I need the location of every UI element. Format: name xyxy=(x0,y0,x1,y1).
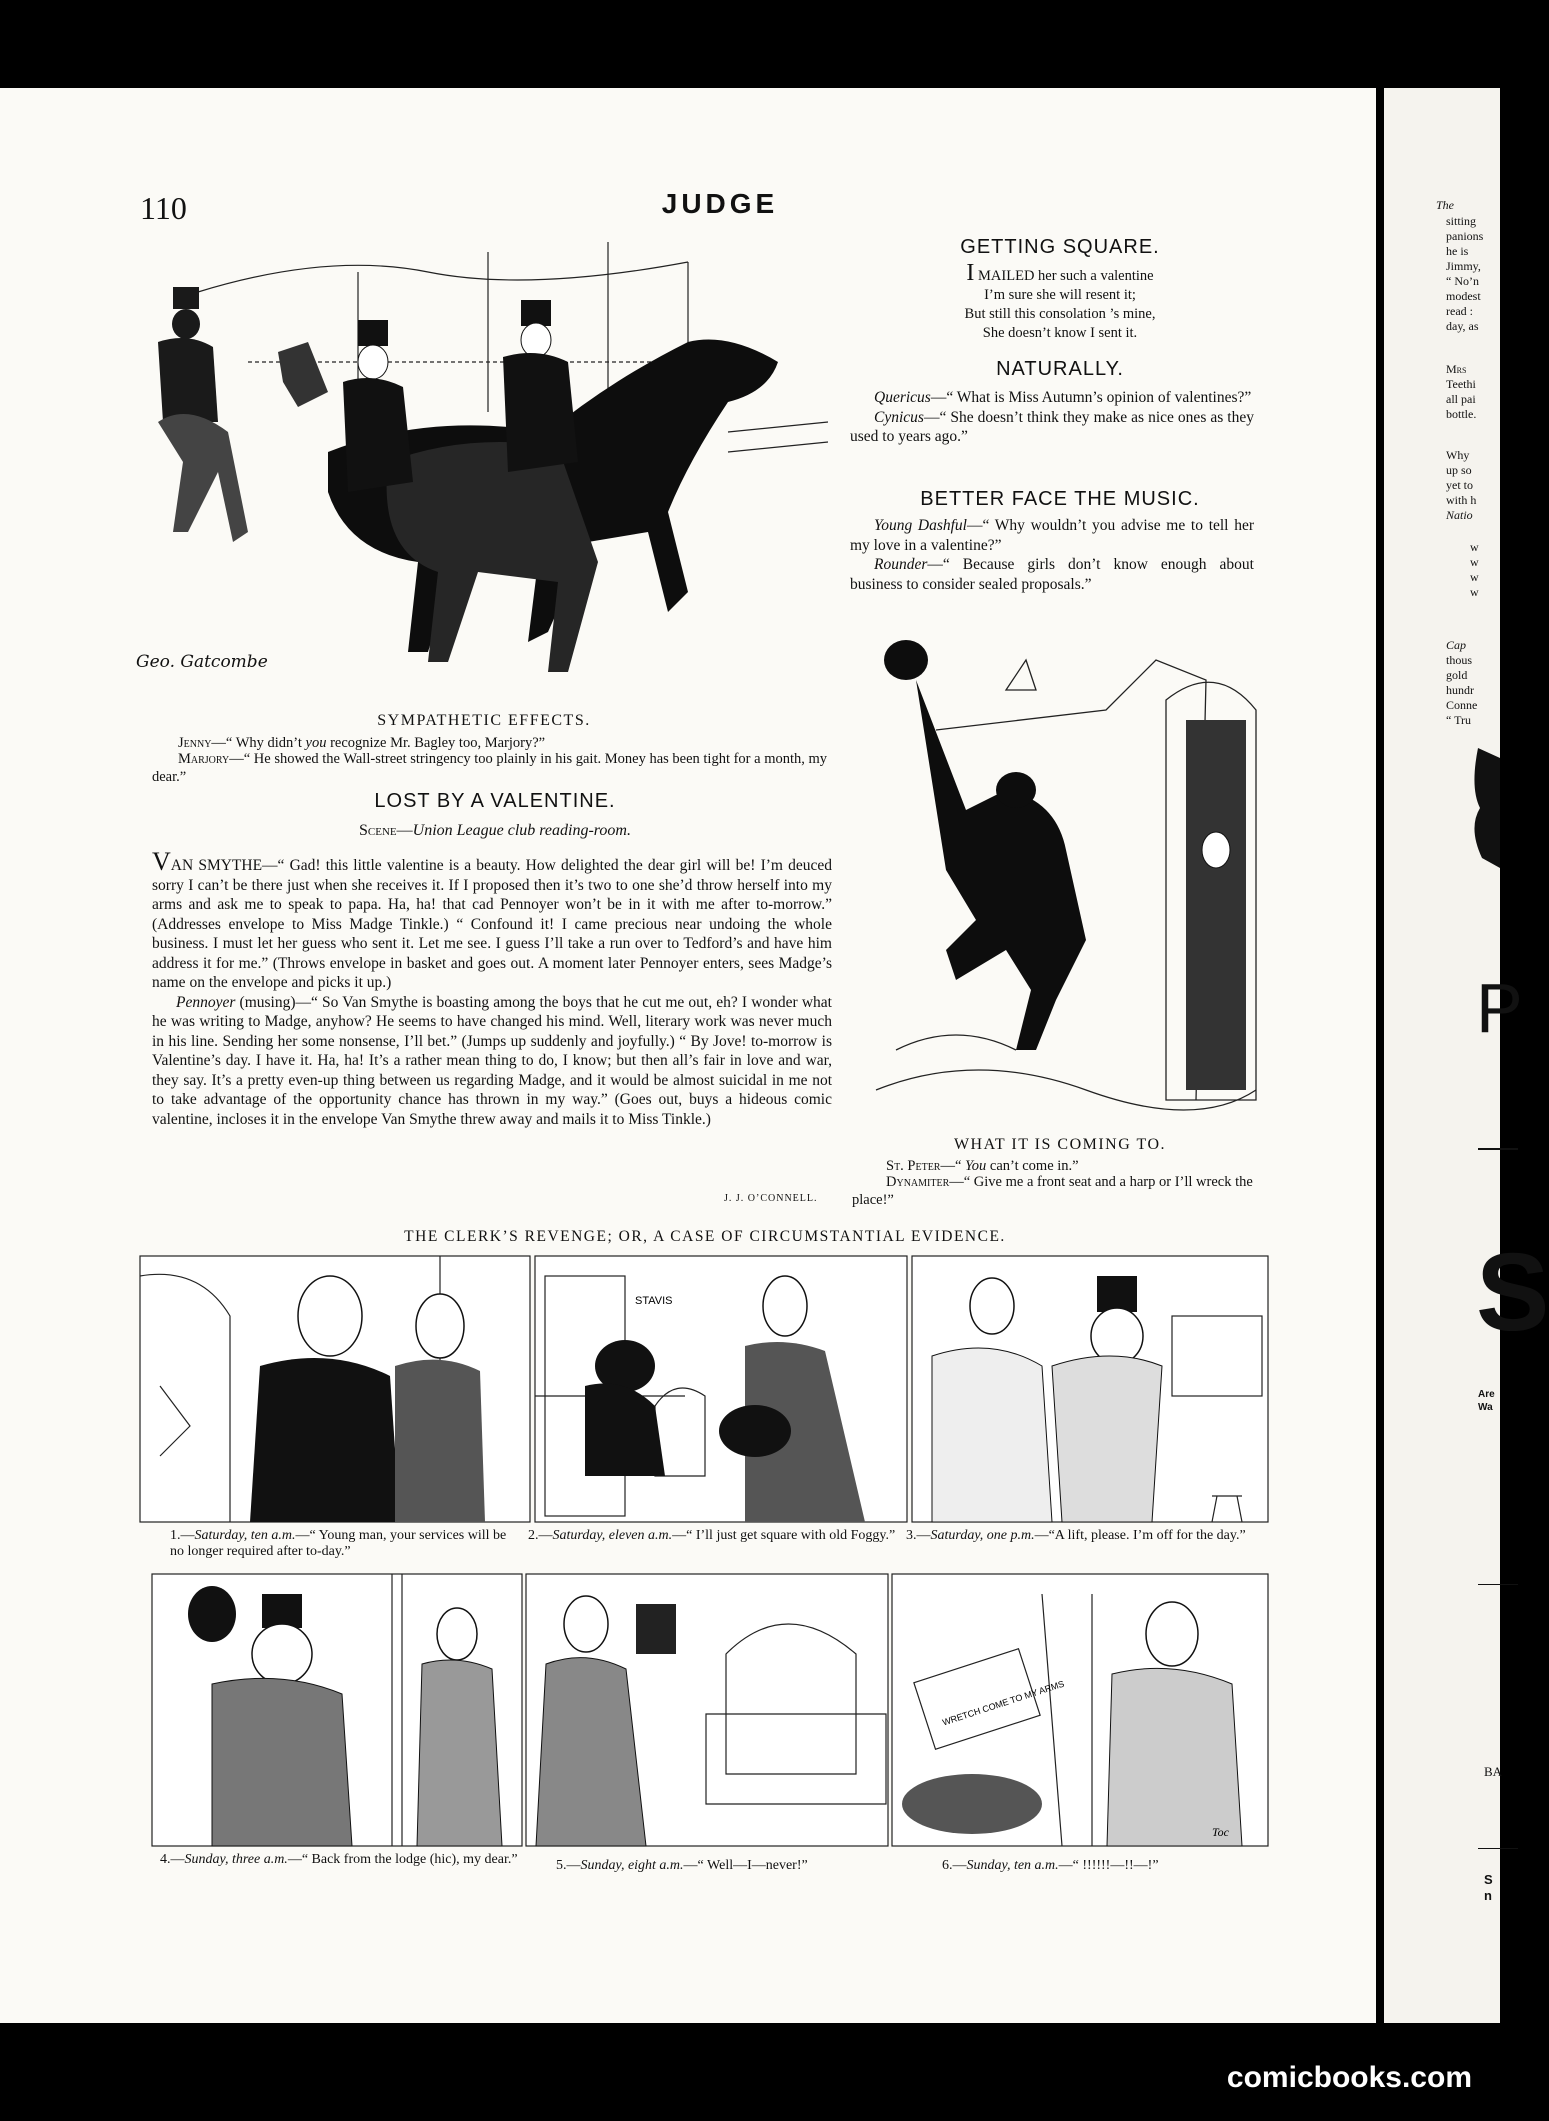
story-dropcap: V xyxy=(152,847,171,876)
next-fragment-0: The xyxy=(1436,198,1454,212)
panel-5-caption: 5.—Sunday, eight a.m.—“ Well—I—never!” xyxy=(556,1858,808,1873)
strip-title: THE CLERK’S REVENGE; OR, A CASE OF CIRCUMSTANTIAL EVIDENCE. xyxy=(404,1228,1006,1245)
panel-3-drawing xyxy=(912,1256,1268,1522)
toc-signature: Toc xyxy=(1212,1825,1229,1839)
next-text-block-7: S n xyxy=(1484,1872,1493,1903)
adjacent-page xyxy=(1384,88,1549,2023)
strip-panel-4 xyxy=(152,1574,522,1846)
story-paragraph-2: Pennoyer (musing)—“ So Van Smythe is boasting among the boys that he cut me out, eh? I wonder what he was writing to Madge, anyhow? He seems to have changed his mind. Well, literary work was never much in his line. Sending her some nonsense, I’ll bet.” (Jumps up suddenly and joyfully.) “ By Jove! to-morrow is Valentine’s day. I have it. Ha, ha! It’s a rather mean thing to do, I know; but then all’s fair in love and war, they say. It’s a pretty even-up thing between us regarding Madge, and it would be almost suicidal in me not to take advantage of the opportunity chance has thrown in my way.” (Goes out, buys a hideous comic valentine, incloses it in the envelope Van Smythe threw away and mails it to Miss Tinkle.) xyxy=(152,993,832,1128)
next-page-figure xyxy=(1468,748,1500,868)
story-body xyxy=(152,847,832,1129)
next-text-block-5: Cap thous gold hundr Conne “ Tru xyxy=(1446,638,1478,727)
poem-line-1: I MAILED her such a valentine xyxy=(966,260,1154,286)
next-text-block-1: sitting panions he is Jimmy, “ No’n modest read : day, as xyxy=(1446,214,1484,333)
next-page-rule xyxy=(1478,1148,1518,1150)
naturally-title: NATURALLY. xyxy=(996,358,1124,380)
next-page-bold-letter: S xyxy=(1476,1231,1549,1354)
music-title: BETTER FACE THE MUSIC. xyxy=(920,488,1200,510)
dynamiter-illustration xyxy=(856,620,1276,1130)
next-page-rule-2 xyxy=(1478,1584,1518,1585)
coming-to-title: WHAT IT IS COMING TO. xyxy=(953,1136,1167,1153)
poem-body xyxy=(850,260,1270,343)
dynamiter-drawing xyxy=(856,620,1276,1130)
panel-4-drawing xyxy=(152,1574,522,1846)
valentine-text: WRETCH COME TO MY ARMS xyxy=(941,1678,1066,1728)
story-scene: Scene—Union League club reading-room. xyxy=(359,822,631,839)
artist-signature: Geo. Gatcombe xyxy=(136,652,268,672)
site-watermark: comicbooks.com xyxy=(1226,2061,1472,2094)
story-author: J. J. O’CONNELL. xyxy=(724,1193,818,1204)
story-paragraph-1: VAN SMYTHE—“ Gad! this little valentine is a beauty. How delighted the dear girl will be! I’m deuced sorry I can’t be there just when she receives it. If I proposed then it’s two to one she’d throw herself into my arms and ask me to speak to papa. Ha, ha! that cad Pennoyer won’t be in it with me after to-morrow.” (Addresses envelope to Miss Madge Tinkle.) “ Confound it! I came precious near undoing the whole business. I must let her guess who sent it. Let me see. I guess I’ll take a run over to Tedford’s and have him address it for me.” (Throws envelope in basket and goes out. A moment later Pennoyer enters, sees Madge’s name on the envelope and picks it up.) xyxy=(152,847,832,991)
speaker-jenny: Jenny xyxy=(178,735,212,751)
story-title: LOST BY A VALENTINE. xyxy=(374,790,616,812)
coming-to-line2: Dynamiter—“ Give me a front seat and a harp or I’ll wreck the place!” xyxy=(852,1174,1253,1208)
coming-to-line1: St. Peter—“ You can’t come in.” xyxy=(886,1158,1079,1174)
panel-5-drawing xyxy=(526,1574,888,1846)
sympathetic-effects-line1: Jenny—“ Why didn’t you recognize Mr. Bagley too, Marjory?” xyxy=(178,735,546,751)
next-page-rule-3 xyxy=(1478,1848,1518,1849)
naturally-body: Quericus—“ What is Miss Autumn’s opinion of valentines?” Cynicus—“ She doesn’t think they make as nice ones as they used to years ago.” xyxy=(850,389,1254,445)
riders-illustration xyxy=(128,232,840,702)
speaker-marjory: Marjory xyxy=(178,751,230,767)
strip-panel-5 xyxy=(526,1574,888,1846)
sympathetic-effects-title: SYMPATHETIC EFFECTS. xyxy=(377,712,591,729)
panel-3-caption: 3.—Saturday, one p.m.—“A lift, please. I’m off for the day.” xyxy=(906,1528,1246,1543)
panel-2-caption: 2.—Saturday, eleven a.m.—“ I’ll just get square with old Foggy.” xyxy=(528,1528,896,1543)
strip-panel-3 xyxy=(912,1256,1268,1522)
strip-panel-6 xyxy=(892,1574,1268,1846)
sympathetic-effects-line2: Marjory—“ He showed the Wall-street stringency too plainly in his gait. Money has been tight for a month, my dear.” xyxy=(152,751,828,785)
poem-title: GETTING SQUARE. xyxy=(960,236,1160,258)
stavis-sign: STAVIS xyxy=(635,1295,673,1307)
panel-6-caption: 6.—Sunday, ten a.m.—“ !!!!!!—!!—!” xyxy=(942,1858,1159,1873)
next-text-block-4: w w w w xyxy=(1470,540,1479,599)
music-body: Young Dashful—“ Why wouldn’t you advise me to tell her my love in a valentine?” Rounder—“ Because girls don’t know enough about business to consider sealed proposals.” xyxy=(850,517,1254,593)
panel-1-caption: 1.—Saturday, ten a.m.—“ Young man, your services will be no longer required after to-day.” xyxy=(170,1528,507,1559)
panel-4-caption: 4.—Sunday, three a.m.—“ Back from the lodge (hic), my dear.” xyxy=(160,1852,518,1867)
next-page-large-letter: P xyxy=(1476,969,1523,1047)
masthead: JUDGE xyxy=(661,188,779,219)
next-text-block-3: Why up so yet to with h Natio xyxy=(1446,448,1477,522)
strip-panel-2 xyxy=(535,1256,907,1522)
panel-6-drawing xyxy=(892,1574,1268,1846)
poem-line-4: She doesn’t know I sent it. xyxy=(982,325,1138,341)
poem-line-3: But still this consolation ’s mine, xyxy=(964,306,1156,322)
panel-2-drawing xyxy=(535,1256,907,1522)
poem-line-2: I’m sure she will resent it; xyxy=(984,287,1136,303)
panel-1-drawing xyxy=(140,1256,530,1522)
next-text-block-2: Mrs Teethi all pai bottle. xyxy=(1446,362,1477,421)
next-fragment-ba: BA xyxy=(1484,1764,1503,1779)
riders-drawing xyxy=(128,232,840,702)
strip-panel-1 xyxy=(140,1256,530,1522)
next-text-block-6: Are Wa xyxy=(1478,1389,1495,1413)
page-number: 110 xyxy=(140,190,187,226)
